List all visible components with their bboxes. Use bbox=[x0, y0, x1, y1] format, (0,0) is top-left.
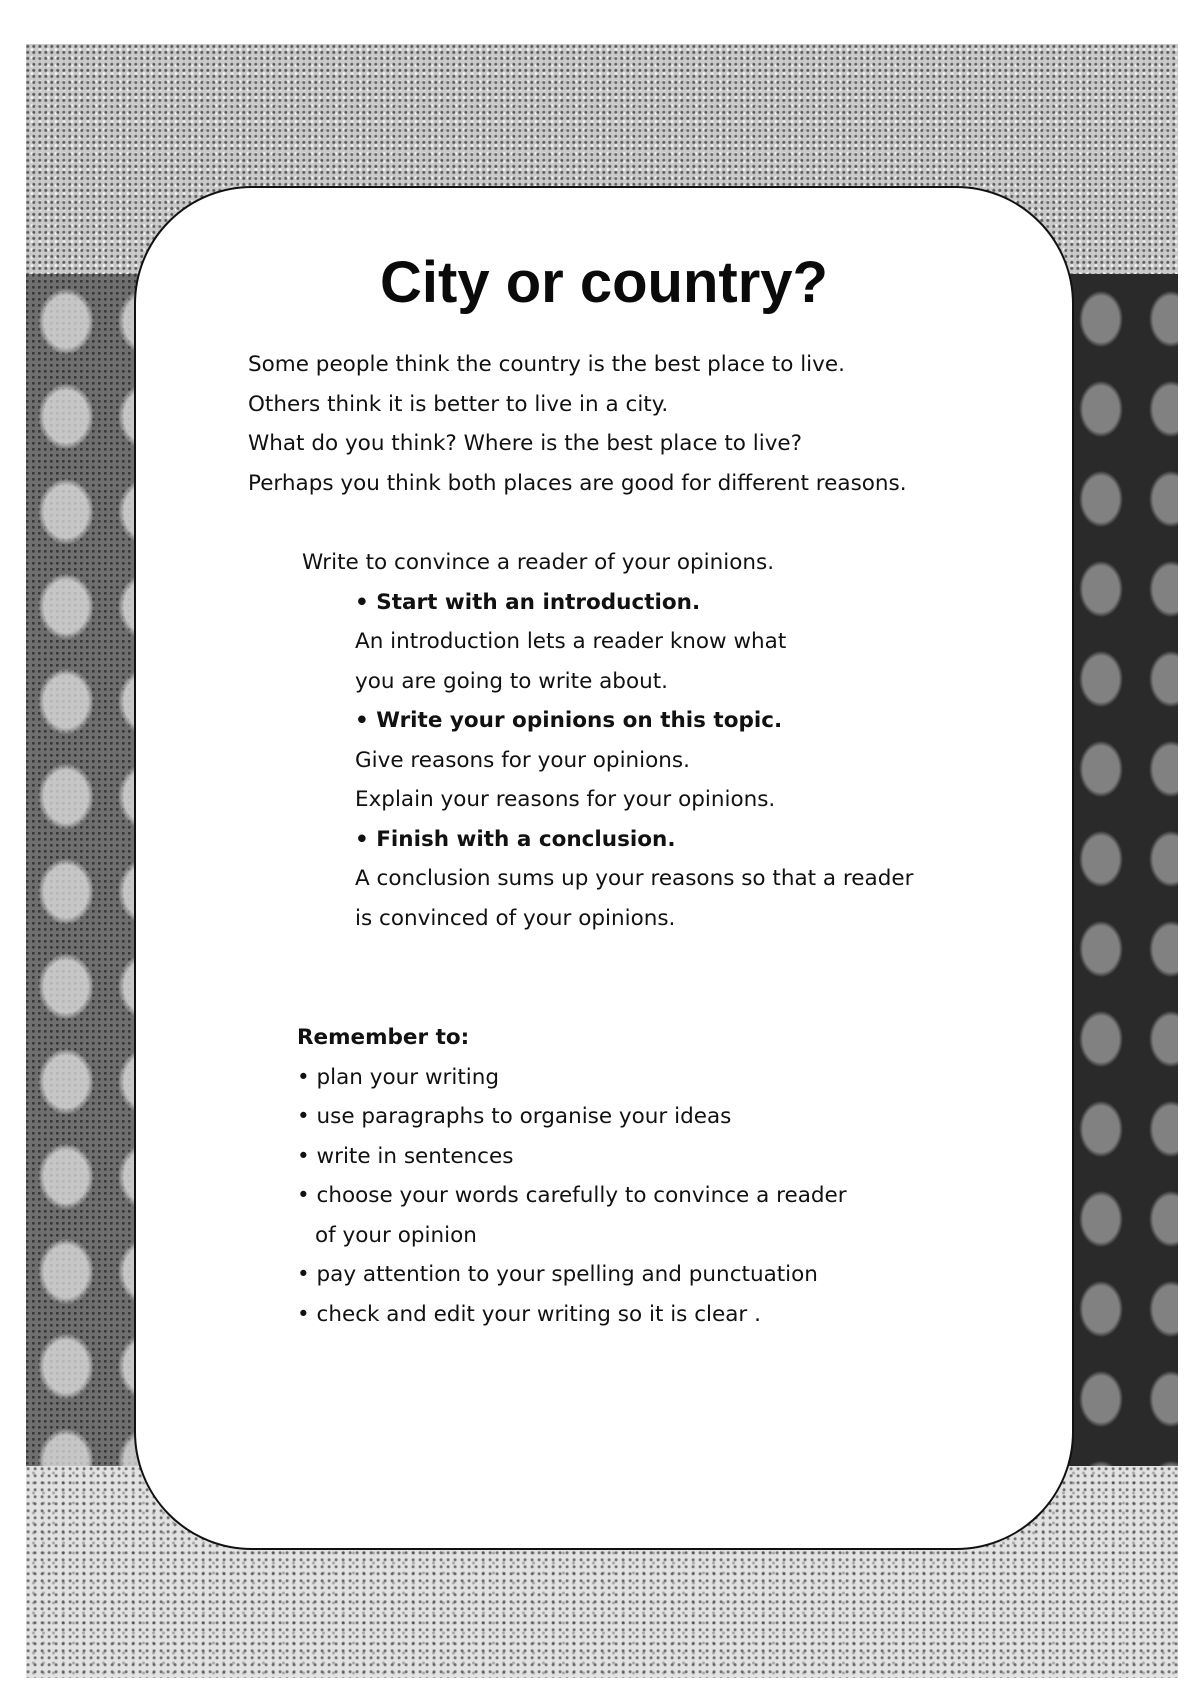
intro-line: Some people think the country is the best place to live. bbox=[248, 352, 845, 377]
textured-border-right bbox=[1066, 274, 1178, 1466]
step-heading-conclusion: • Finish with a conclusion. bbox=[355, 826, 676, 852]
writing-task bbox=[302, 543, 1002, 938]
remember-heading: Remember to: bbox=[297, 1025, 470, 1050]
checklist-item: • pay attention to your spelling and punctuation bbox=[297, 1262, 818, 1287]
checklist-item: • write in sentences bbox=[297, 1143, 514, 1169]
step-line: you are going to write about. bbox=[355, 668, 668, 694]
step-heading-introduction: • Start with an introduction. bbox=[355, 589, 701, 615]
step-heading-opinions: • Write your opinions on this topic. bbox=[355, 708, 783, 733]
intro-paragraph bbox=[248, 345, 1008, 503]
intro-line: What do you think? Where is the best place to live? bbox=[248, 431, 803, 456]
step-line: An introduction lets a reader know what bbox=[355, 629, 787, 654]
intro-line: Others think it is better to live in a city. bbox=[248, 391, 669, 417]
checklist-item: • choose your words carefully to convince a reader bbox=[297, 1183, 847, 1208]
step-line: Explain your reasons for your opinions. bbox=[355, 787, 776, 812]
checklist-item: • plan your writing bbox=[297, 1064, 500, 1090]
checklist-item: • use paragraphs to organise your ideas bbox=[297, 1104, 732, 1129]
intro-line: Perhaps you think both places are good for different reasons. bbox=[248, 470, 907, 496]
step-line: A conclusion sums up your reasons so that a reader bbox=[355, 866, 914, 891]
checklist-item: • check and edit your writing so it is clear . bbox=[297, 1301, 761, 1327]
step-line: Give reasons for your opinions. bbox=[355, 747, 690, 773]
step-line: is convinced of your opinions. bbox=[355, 905, 676, 931]
remember-checklist bbox=[297, 1018, 997, 1334]
page-title: City or country? bbox=[380, 250, 828, 315]
checklist-item-continuation: of your opinion bbox=[315, 1222, 477, 1248]
task-lead: Write to convince a reader of your opinions. bbox=[302, 550, 775, 575]
